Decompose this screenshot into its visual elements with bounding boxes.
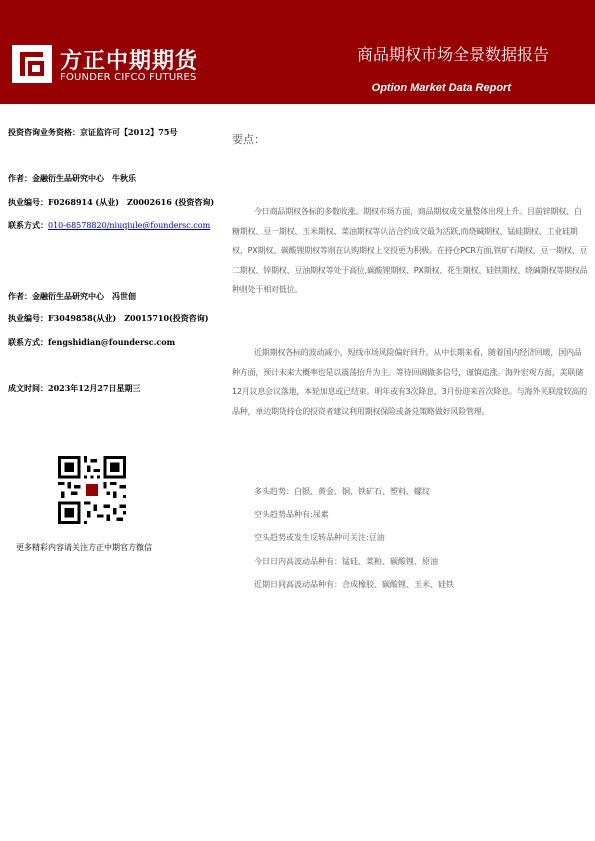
company-name-en: FOUNDER CIFCO FUTURES (60, 72, 197, 83)
summary-line: 多头趋势：白银、黄金、铜、铁矿石、塑料、螺纹 (254, 487, 430, 496)
summary-line: 近期日间高波动品种有：合成橡胶、碳酸锂、玉米、硅铁 (254, 580, 454, 589)
author2-name: 作者：金融衍生品研究中心 冯世佃 (8, 291, 136, 301)
report-title-cn: 商品期权市场全景数据报告 (356, 45, 549, 64)
summary-line: 今日日内高波动品种有：锰硅、菜粕、碳酸锂、原油 (254, 557, 438, 566)
founder-logo-icon (12, 45, 52, 83)
license-line: 投资咨询业务资格：京证监许可【2012】75号 (8, 127, 178, 137)
author2-contact: 联系方式：fengshidian@foundersc.com (8, 337, 176, 347)
key-point-paragraph: 今日商品期权各标的多数收涨。期权市场方面，商品期权成交量整体出现上升。目前锌期权、白糖期权、豆一期权、玉米期权、菜油期权等认沽合约成交最为活跃,而烧碱期权、锰硅期权、工业硅期权、PX期权、碳酸锂期权等则在认购期权上交投更为积极。在持仓PCR方面,铁矿石期权、豆一期权、豆二期权、锌期权、豆油期权等处于高位,碳酸锂期权、PX期权、花生期权、硅铁期权、烧碱期权等期权品种则处于相对低位。 (232, 207, 588, 294)
key-points-heading: 要点： (232, 133, 265, 146)
author1-contact-link[interactable]: 010-68578820/niuqiule@foundersc.com (48, 221, 211, 230)
summary-line: 空头趋势品种有:尿素 (254, 510, 329, 519)
author1-contact-label: 联系方式： (8, 220, 48, 230)
wechat-qr-code (58, 456, 126, 524)
report-header (0, 0, 595, 104)
qr-caption: 更多精彩内容请关注方正中期官方微信 (16, 543, 152, 552)
author1-cert: 执业编号：F0268914 (从业) Z0002616 (投资咨询) (8, 197, 215, 207)
publish-date: 成文时间：2023年12月27日星期三 (8, 383, 141, 393)
author1-contact (8, 219, 210, 232)
author1-name: 作者：金融衍生品研究中心 牛秋乐 (8, 173, 136, 183)
company-name-cn: 方正中期期货 (60, 49, 199, 74)
summary-line: 空头趋势或发生反转品种可关注:豆油 (254, 533, 385, 542)
author2-cert: 执业编号：F3049858(从业) Z0015710(投资咨询) (8, 313, 209, 323)
report-title-en: Option Market Data Report (371, 82, 511, 94)
key-point-paragraph: 近期期权各标的波动减小，短线市场风险偏好回升。从中长期来看，随着国内经济回暖，国内品种方面，预计未来大概率也是以震荡抬升为主。等待回调做多信号，谨慎追涨。海外宏观方面，美联储12月议息会议落地，本轮加息或已结束。明年或有3次降息，3月份迎来首次降息。与海外关联度较高的品种，单边期货持仓的投资者建议利用期权保险或备兑策略做好风险管理。 (232, 348, 587, 416)
